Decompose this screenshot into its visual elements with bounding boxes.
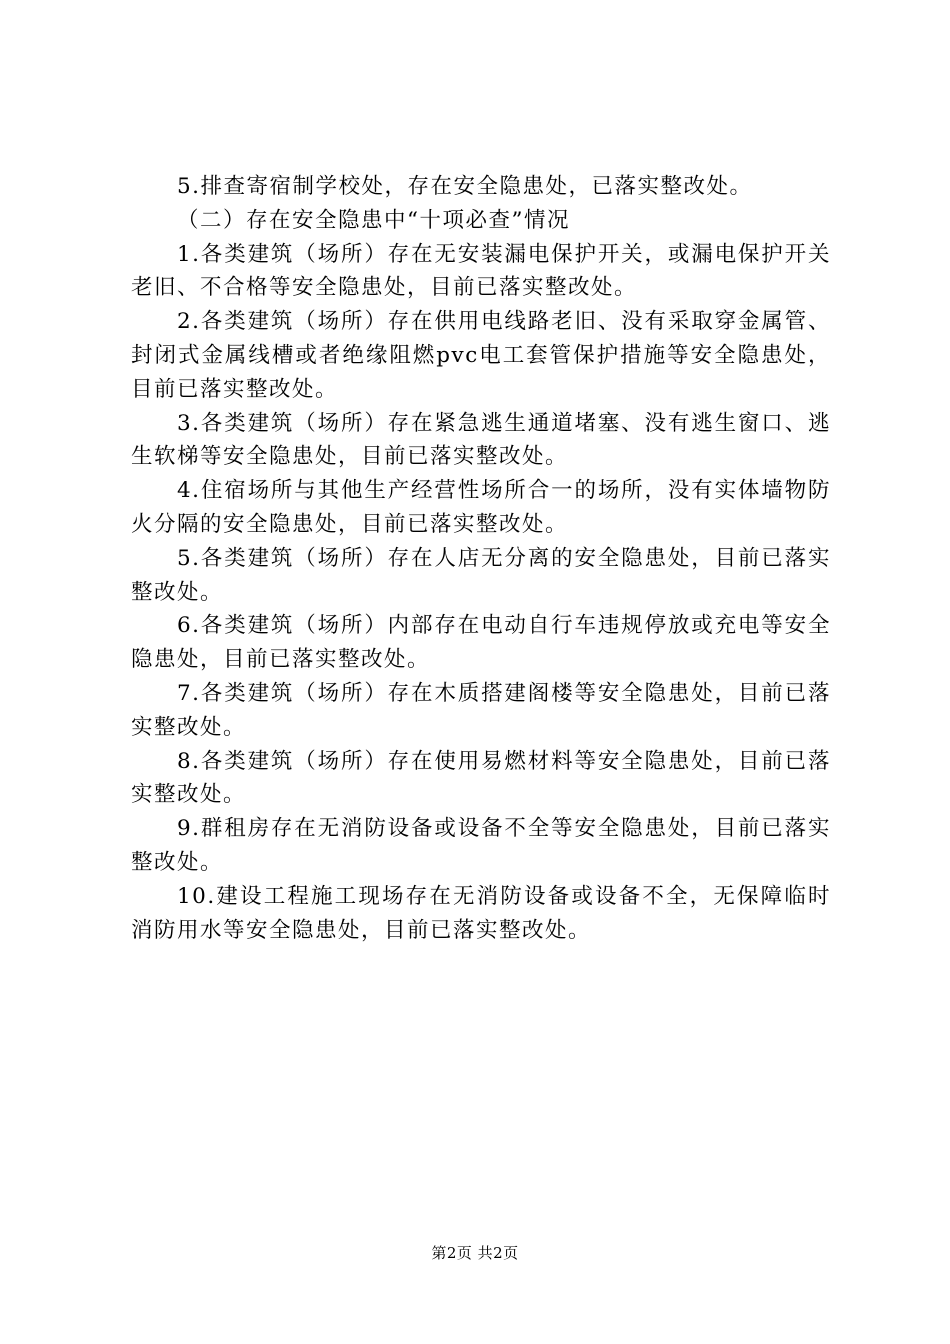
document-body [131, 170, 831, 947]
paragraph-check-8: 8.各类建筑（场所）存在使用易燃材料等安全隐患处，目前已落实整改处。 [131, 748, 831, 808]
paragraph-check-4: 4.住宿场所与其他生产经营性场所合一的场所，没有实体墙物防火分隔的安全隐患处，目前已落实整改处。 [131, 478, 831, 537]
paragraph-check-5: 5.各类建筑（场所）存在人店无分离的安全隐患处，目前已落实整改处。 [131, 545, 831, 605]
paragraph-check-6: 6.各类建筑（场所）内部存在电动自行车违规停放或充电等安全隐患处，目前已落实整改处。 [131, 613, 831, 673]
paragraph-item-5-boarding-schools: 5.排查寄宿制学校处，存在安全隐患处，已落实整改处。 [177, 174, 753, 199]
paragraph-check-2: 2.各类建筑（场所）存在供用电线路老旧、没有采取穿金属管、封闭式金属线槽或者绝缘阻燃pvc电工套管保护措施等安全隐患处，目前已落实整改处。 [131, 309, 831, 402]
paragraph-check-9: 9.群租房存在无消防设备或设备不全等安全隐患处，目前已落实整改处。 [131, 816, 831, 875]
paragraph-check-7: 7.各类建筑（场所）存在木质搭建阁楼等安全隐患处，目前已落实整改处。 [131, 680, 831, 740]
page-footer: 第2页 共2页 [431, 1244, 519, 1262]
paragraph-check-1: 1.各类建筑（场所）存在无安装漏电保护开关，或漏电保护开关老旧、不合格等安全隐患处，目前已落实整改处。 [131, 241, 831, 301]
paragraph-check-3: 3.各类建筑（场所）存在紧急逃生通道堵塞、没有逃生窗口、逃生软梯等安全隐患处，目前已落实整改处。 [131, 410, 831, 470]
section-heading-ten-checks: （二）存在安全隐患中“十项必查”情况 [177, 207, 570, 233]
paragraph-check-10: 10.建设工程施工现场存在无消防设备或设备不全，无保障临时消防用水等安全隐患处，目前已落实整改处。 [131, 883, 831, 943]
